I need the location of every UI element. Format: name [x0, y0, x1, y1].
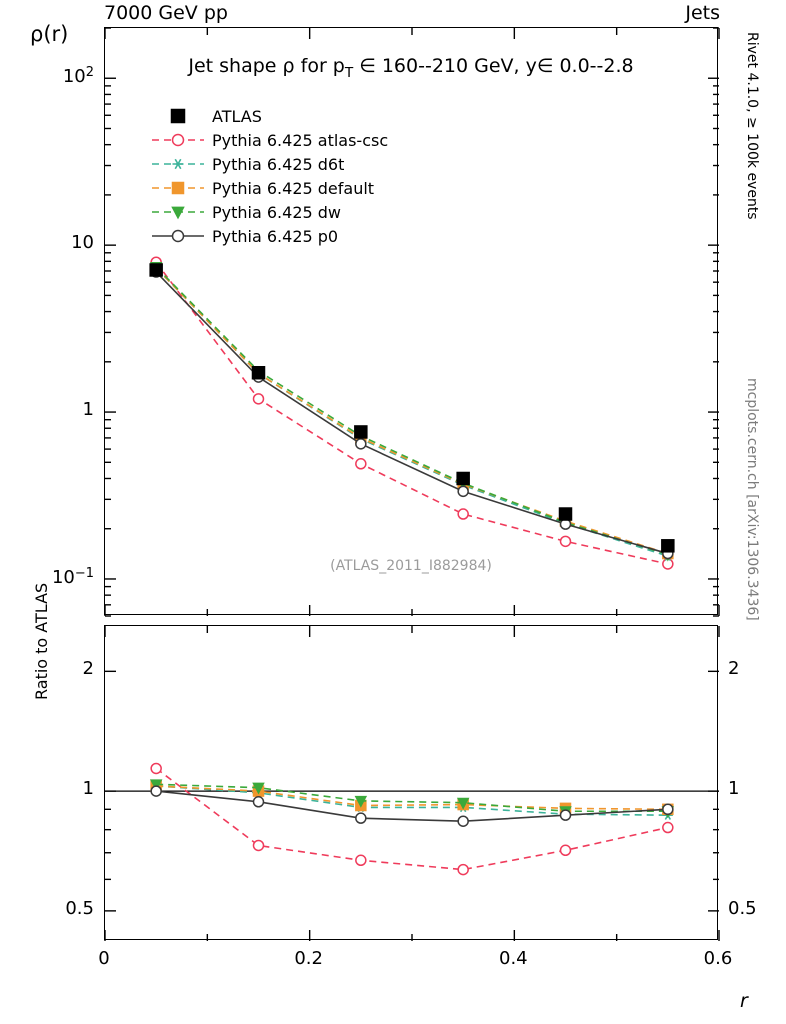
y-ratio-tick-label-right-1: 1: [728, 778, 740, 800]
y-main-tick-label-3: $10^{-1}$: [51, 565, 94, 588]
legend: [150, 104, 388, 248]
y-axis-label-ratio: Ratio to ATLAS: [32, 582, 51, 700]
legend-symbol-4: [150, 201, 206, 223]
analysis-id-watermark: (ATLAS_2011_I882984): [330, 558, 492, 574]
y-axis-label-main: ρ(r): [30, 22, 69, 46]
legend-item-5: [150, 224, 388, 248]
legend-item-0: [150, 104, 388, 128]
header-analysis-label: Jets: [685, 2, 720, 24]
ratio-plot-canvas: [105, 626, 719, 941]
legend-symbol-2: [150, 153, 206, 175]
rivet-version-annotation: Rivet 4.1.0, ≥ 100k events: [744, 32, 760, 220]
plot-title-mid: ∈ 160--210 GeV, y: [353, 55, 537, 77]
legend-label-4: Pythia 6.425 dw: [212, 202, 341, 222]
legend-item-1: [150, 128, 388, 152]
y-main-tick-label-0: $10^2$: [62, 65, 94, 88]
y-main-tick-label-1: 10: [71, 232, 94, 254]
plot-title-prefix: Jet shape ρ for p: [188, 55, 345, 77]
legend-symbol-1: [150, 129, 206, 151]
header-beam-label: 7000 GeV pp: [104, 2, 228, 24]
legend-label-0: ATLAS: [212, 106, 262, 126]
y-ratio-tick-label-left-2: 0.5: [65, 897, 94, 919]
legend-symbol-0: [150, 105, 206, 127]
legend-label-1: Pythia 6.425 atlas-csc: [212, 130, 389, 150]
y-ratio-tick-label-right-0: 2: [728, 658, 740, 680]
x-tick-label-3: 0.6: [703, 948, 733, 969]
ratio-plot-panel: [104, 625, 718, 940]
plot-title-suffix: ∈ 0.0--2.8: [536, 55, 634, 77]
legend-item-2: [150, 152, 388, 176]
legend-item-4: [150, 200, 388, 224]
legend-label-3: Pythia 6.425 default: [212, 178, 375, 198]
x-tick-label-0: 0: [98, 948, 110, 969]
y-ratio-tick-label-left-1: 1: [82, 778, 94, 800]
x-axis-label: r: [740, 990, 748, 1012]
plot-title: [104, 55, 718, 81]
x-tick-label-2: 0.4: [499, 948, 528, 969]
y-ratio-tick-label-left-0: 2: [82, 658, 94, 680]
x-tick-label-1: 0.2: [294, 948, 323, 969]
y-ratio-tick-label-right-2: 0.5: [728, 897, 757, 919]
y-main-tick-label-2: 1: [82, 399, 94, 421]
legend-label-5: Pythia 6.425 p0: [212, 226, 339, 246]
legend-label-2: Pythia 6.425 d6t: [212, 154, 345, 174]
legend-item-3: [150, 176, 388, 200]
legend-symbol-5: [150, 225, 206, 247]
mcplots-source-annotation: mcplots.cern.ch [arXiv:1306.3436]: [744, 378, 760, 621]
legend-symbol-3: [150, 177, 206, 199]
plot-title-subscript: T: [344, 64, 354, 81]
